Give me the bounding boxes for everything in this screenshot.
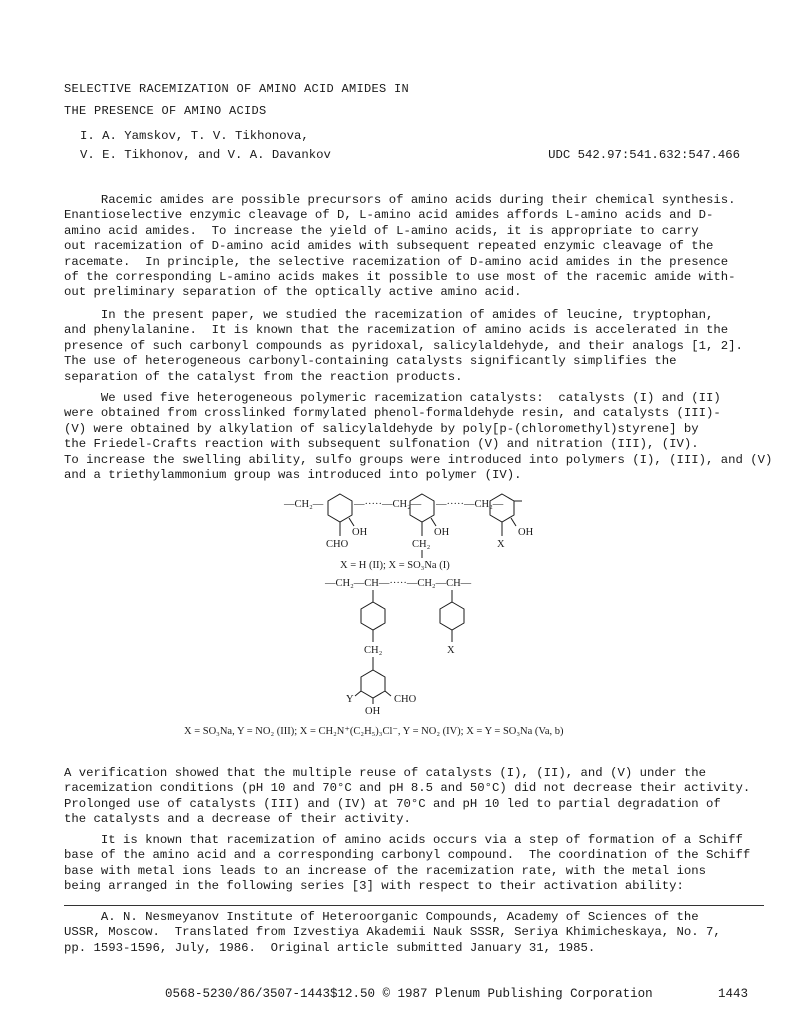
paragraph-2	[64, 308, 742, 385]
text-line: (V) were obtained by alkylation of salicylaldehyde by poly[p-(chloromethyl)styrene] by	[64, 421, 699, 436]
oh-label: OH	[518, 527, 534, 538]
text-line: amino acid amides. To increase the yield of L-amino acids, it is appropriate to carry	[64, 223, 699, 238]
text-line: and phenylalanine. It is known that the racemization of amino acids is accelerated in the	[64, 323, 729, 338]
text-line: the Friedel-Crafts reaction with subsequent sulfonation (V) and nitration (III), (IV).	[64, 437, 699, 452]
text-line: The use of heterogeneous carbonyl-containing catalysts significantly simplifies the	[64, 354, 677, 369]
ch2-label: —·····—CH₂—	[354, 499, 422, 510]
text-line: racemization conditions (pH 10 and 70°C and pH 8.5 and 50°C) did not decrease their activity.	[64, 781, 751, 796]
udc-code: UDC 542.97:541.632:547.466	[548, 148, 740, 162]
text-line: To increase the swelling ability, sulfo groups were introduced into polymers (I), (III), and (V)	[64, 452, 773, 467]
benzene-ring	[328, 494, 352, 522]
x-label: X	[447, 645, 455, 656]
oh-label: OH	[365, 706, 381, 717]
bond-line	[349, 518, 354, 526]
bond-line	[355, 691, 361, 696]
authors-line-1: I. A. Yamskov, T. V. Tikhonova,	[80, 129, 309, 143]
oh-label: OH	[352, 527, 368, 538]
text-line: USSR, Moscow. Translated from Izvestiya Akademii Nauk SSSR, Seriya Khimicheskaya, No. 7,	[64, 925, 721, 940]
text-line: of the corresponding L-amino acids makes it possible to use most of the racemic amide with-	[64, 269, 736, 284]
ch2-label: CH₂	[412, 539, 431, 550]
text-line: A. N. Nesmeyanov Institute of Heteroorganic Compounds, Academy of Sciences of the	[64, 910, 699, 924]
footnote	[64, 910, 744, 956]
text-line: base of the amino acid and a corresponding carbonyl compound. The coordination of the Schiff	[64, 848, 751, 863]
text-line: We used five heterogeneous polymeric racemization catalysts: catalysts (I) and (II)	[64, 391, 721, 405]
author-block	[80, 129, 740, 167]
paragraph-1	[64, 193, 742, 301]
benzene-ring	[440, 602, 464, 630]
x-label: X	[497, 539, 505, 550]
paragraph-4	[64, 766, 751, 828]
benzene-ring	[361, 670, 385, 698]
copyright-line: 0568-5230/86/3507-1443$12.50 © 1987 Plenum Publishing Corporation	[165, 987, 653, 1001]
ch2-label: CH₂	[364, 645, 383, 656]
text-line: were obtained from crosslinked formylated phenol-formaldehyde resin, and catalysts (III)-	[64, 406, 721, 421]
oh-label: OH	[434, 527, 450, 538]
footnote-divider	[64, 905, 764, 906]
article-title-line-2: THE PRESENCE OF AMINO ACIDS	[64, 104, 267, 118]
article-title-line-1: SELECTIVE RACEMIZATION OF AMINO ACID AMIDES IN	[64, 82, 410, 96]
text-line: Prolonged use of catalysts (III) and (IV) at 70°C and pH 10 led to partial degradation of	[64, 796, 721, 811]
text-line: Racemic amides are possible precursors of amino acids during their chemical synthesis.	[64, 193, 736, 207]
y-label: Y	[346, 694, 354, 705]
text-line: racemate. In principle, the selective racemization of D-amino acid amides in the presence	[64, 254, 729, 269]
benzene-ring	[361, 602, 385, 630]
text-line: being arranged in the following series [3] with respect to their activation ability:	[64, 879, 684, 894]
text-line: out preliminary separation of the optically active amino acid.	[64, 285, 522, 300]
polymer-chain-label: —CH₂—CH—·····—CH₂—CH—	[325, 578, 472, 589]
text-line: out racemization of D-amino acid amides with subsequent repeated enzymic cleavage of the	[64, 239, 714, 254]
authors-line-2: V. E. Tikhonov, and V. A. Davankov	[80, 148, 331, 162]
bond-line	[385, 691, 391, 696]
ch2-label: —CH₂—	[284, 499, 324, 510]
text-line: the catalysts and a decrease of their activity.	[64, 812, 411, 827]
text-line: and a triethylammonium group was introduced into polymer (IV).	[64, 467, 522, 482]
text-line: base with metal ions leads to an increase of the racemization rate, with the metal ions	[64, 863, 707, 878]
paragraph-3	[64, 391, 773, 483]
scheme-caption-1: X = H (II); X = SO₃Na (I)	[340, 560, 450, 571]
bond-line	[511, 518, 516, 526]
page-number: 1443	[718, 987, 749, 1001]
chemical-structure-scheme	[160, 490, 640, 750]
paragraph-5	[64, 833, 751, 895]
text-line: separation of the catalyst from the reaction products.	[64, 369, 463, 384]
text-line: It is known that racemization of amino acids occurs via a step of formation of a Schiff	[64, 833, 743, 847]
cho-label: CHO	[326, 539, 349, 550]
text-line: pp. 1593-1596, July, 1986. Original article submitted January 31, 1985.	[64, 940, 596, 955]
cho-label: CHO	[394, 694, 417, 705]
text-line: Enantioselective enzymic cleavage of D, L-amino acid amides affords L-amino acids and D-	[64, 208, 714, 223]
text-line: A verification showed that the multiple reuse of catalysts (I), (II), and (V) under the	[64, 766, 707, 780]
text-line: presence of such carbonyl compounds as pyridoxal, salicylaldehyde, and their analogs [1, 2].	[64, 338, 743, 353]
text-line: In the present paper, we studied the racemization of amides of leucine, tryptophan,	[64, 308, 714, 322]
bond-line	[431, 518, 436, 526]
ch2-label: —·····—CH₂—	[436, 499, 504, 510]
scheme-caption-2: X = SO₃Na, Y = NO₂ (III); X = CH₂N⁺(C₂H₅)₃Cl⁻, Y = NO₂ (IV); X = Y = SO₃Na (Va, b)	[184, 726, 564, 737]
